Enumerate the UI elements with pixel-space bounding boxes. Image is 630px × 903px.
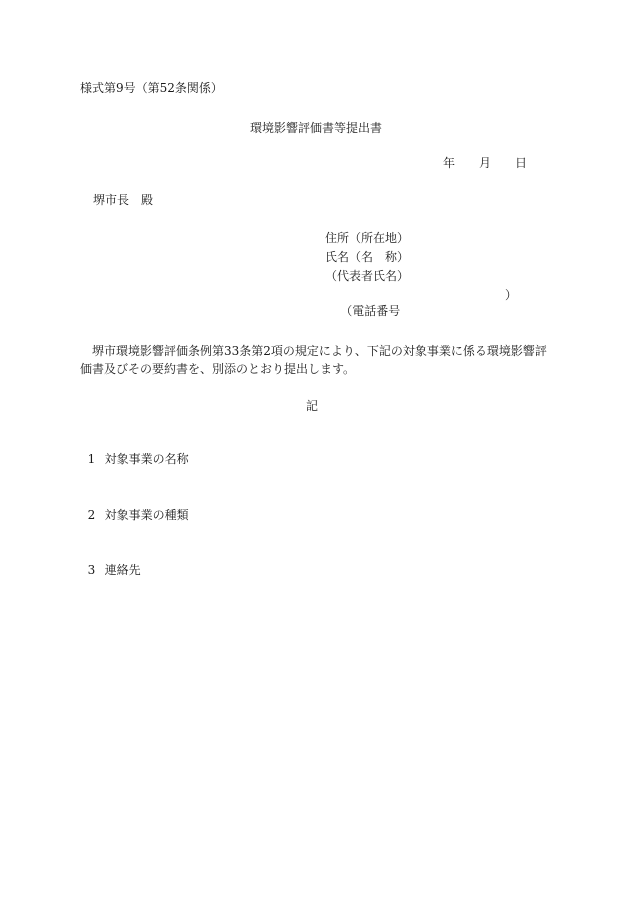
applicant-representative-label: （代表者氏名）	[325, 269, 410, 283]
addressee: 堺市長 殿	[93, 193, 154, 207]
item-number: 2	[87, 508, 96, 522]
date-line: 年 月 日	[443, 156, 528, 170]
document-title: 環境影響評価書等提出書	[250, 121, 383, 135]
ki-heading: 記	[306, 399, 319, 413]
body-paragraph: 堺市環境影響評価条例第33条第2項の規定により、下記の対象事業に係る環境影響評価書及びその要約書を、別添のとおり提出します。	[80, 344, 547, 376]
list-item	[80, 546, 141, 578]
list-item	[80, 435, 189, 467]
item-label: 対象事業の種類	[104, 508, 189, 522]
item-label: 対象事業の名称	[104, 452, 189, 466]
item-number: 1	[87, 452, 96, 466]
applicant-block	[325, 230, 518, 318]
applicant-address-label: 住所（所在地）	[325, 231, 410, 245]
phone-close-paren: ）	[505, 288, 518, 302]
item-number: 3	[87, 563, 96, 577]
applicant-phone-label: （電話番号	[340, 304, 401, 318]
form-number: 様式第9号（第52条関係）	[80, 81, 223, 95]
list-item	[80, 491, 189, 523]
applicant-name-label: 氏名（名 称）	[325, 250, 410, 264]
item-label: 連絡先	[104, 563, 141, 577]
applicant-phone-row	[325, 287, 518, 318]
